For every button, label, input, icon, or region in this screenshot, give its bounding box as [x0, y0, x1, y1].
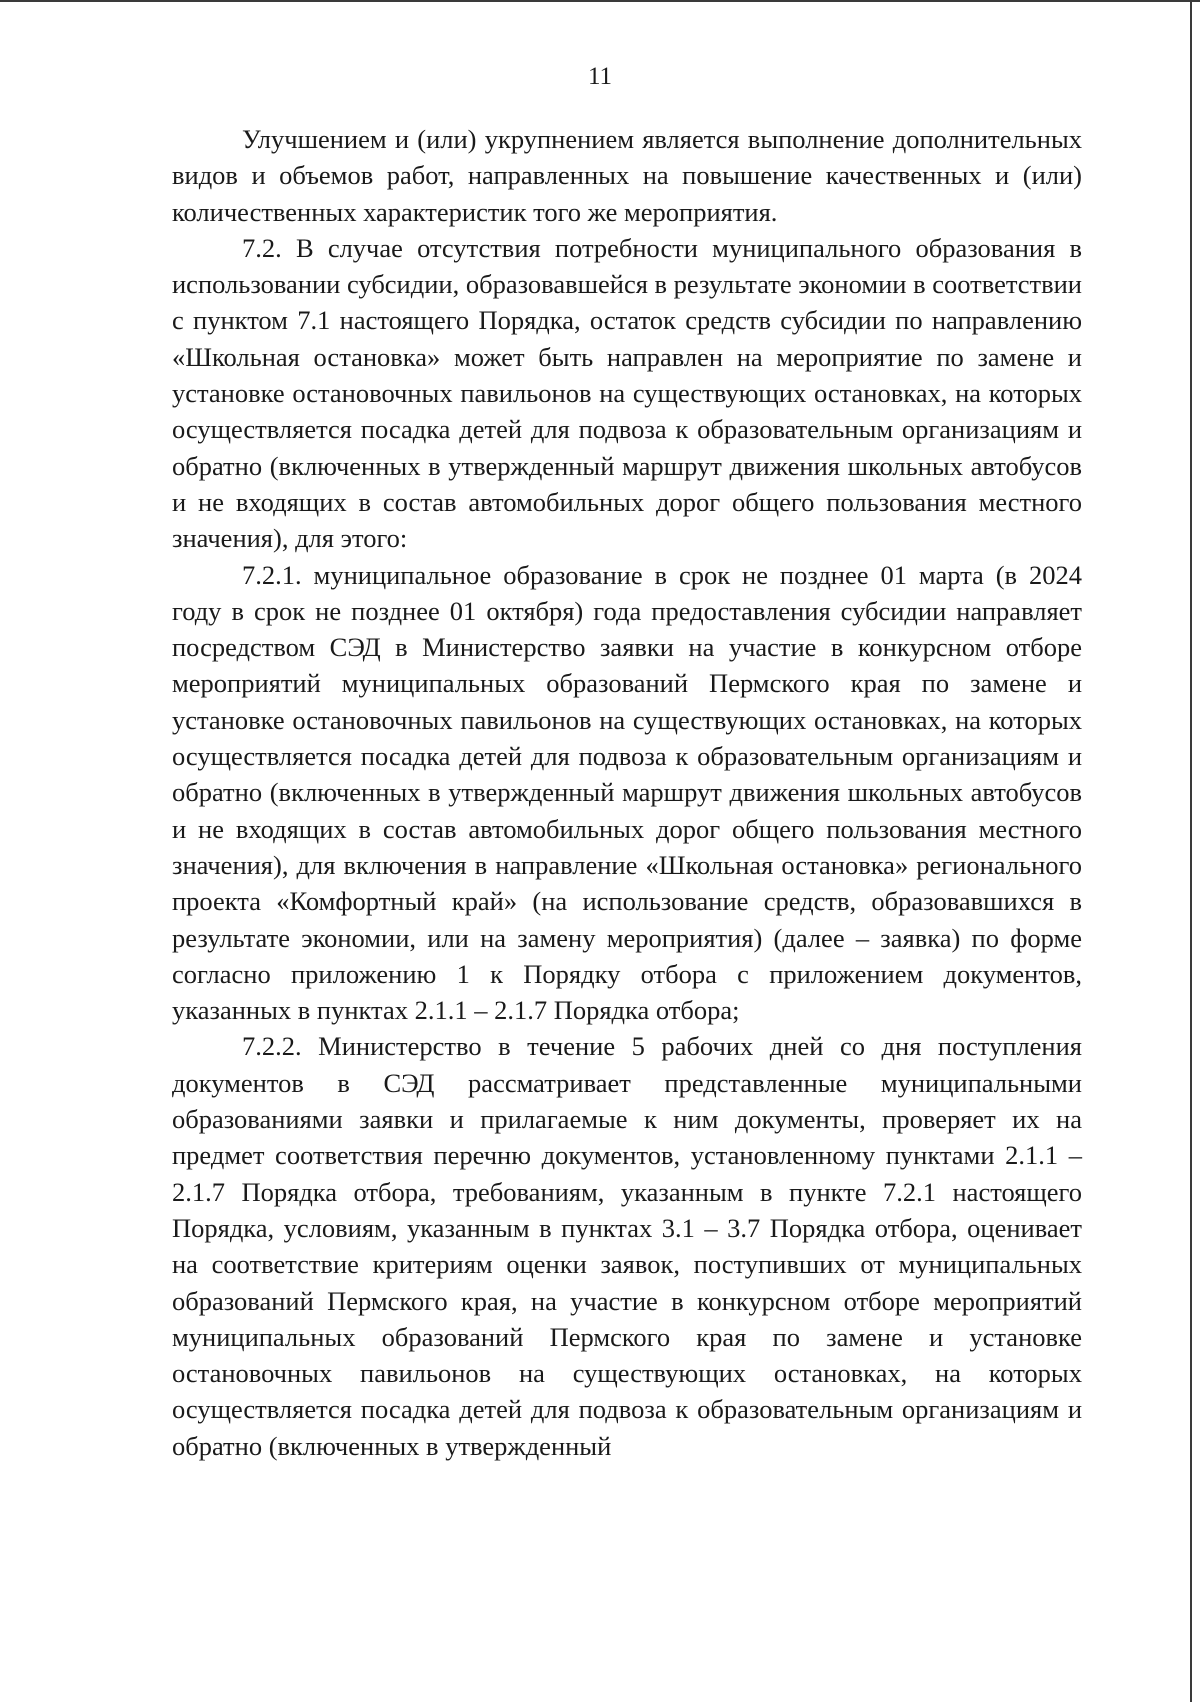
paragraph-7-2: 7.2. В случае отсутствия потребности муниципального образования в использовании субсидии, образовавшейся в результате экономии в соответствии с пунктом 7.1 настоящего Порядка, остаток средств субсидии по направлению «Школьная остановка» может быть направлен на мероприятие по замене и установке остановочных павильонов на существующих остановках, на которых осуществляется посадка детей для подвоза к образовательным организациям и обратно (включенных в утвержденный маршрут движения школьных автобусов и не входящих в состав автомобильных дорог общего пользования местного значения), для этого: — [172, 232, 1082, 554]
paragraph-improvement-definition: Улучшением и (или) укрупнением является выполнение дополнительных видов и объемов работ, направленных на повышение качественных и (или) количественных характеристик того же мероприятия. — [172, 124, 1082, 227]
scan-edge-top — [0, 0, 1200, 2]
paragraph-7-2-2: 7.2.2. Министерство в течение 5 рабочих дней со дня поступления документов в СЭД рассматривает представленные муниципальными образованиями заявки и прилагаемые к ним документы, проверяет их на предмет соответствия перечню документов, установленному пунктами 2.1.1 – 2.1.7 Порядка отбора, требованиям, указанным в пункте 7.2.1 настоящего Порядка, условиям, указанным в пунктах 3.1 – 3.7 Порядка отбора, оценивает на соответствие критериям оценки заявок, поступивших от муниципальных образований Пермского края, на участие в конкурсном отборе мероприятий муниципальных образований Пермского края по замене и установке остановочных павильонов на существующих остановках, на которых осуществляется посадка детей для подвоза к образовательным организациям и обратно (включенных в утвержденный — [172, 1031, 1082, 1461]
body-text — [172, 121, 1082, 1464]
page-number: 11 — [587, 63, 613, 90]
paragraph-7-2-1: 7.2.1. муниципальное образование в срок не позднее 01 марта (в 2024 году в срок не позднее 01 октября) года предоставления субсидии направляет посредством СЭД в Министерство заявки на участие в конкурсном отборе мероприятий муниципальных образований Пермского края по замене и установке остановочных павильонов на существующих остановках, на которых осуществляется посадка детей для подвоза к образовательным организациям и обратно (включенных в утвержденный маршрут движения школьных автобусов и не входящих в состав автомобильных дорог общего пользования местного значения), для включения в направление «Школьная остановка» регионального проекта «Комфортный край» (на использование средств, образовавшихся в результате экономии, или на замену мероприятия) (далее – заявка) по форме согласно приложению 1 к Порядку отбора с приложением документов, указанных в пунктах 2.1.1 – 2.1.7 Порядка отбора; — [172, 559, 1082, 1026]
scan-edge-right — [1190, 0, 1192, 1702]
